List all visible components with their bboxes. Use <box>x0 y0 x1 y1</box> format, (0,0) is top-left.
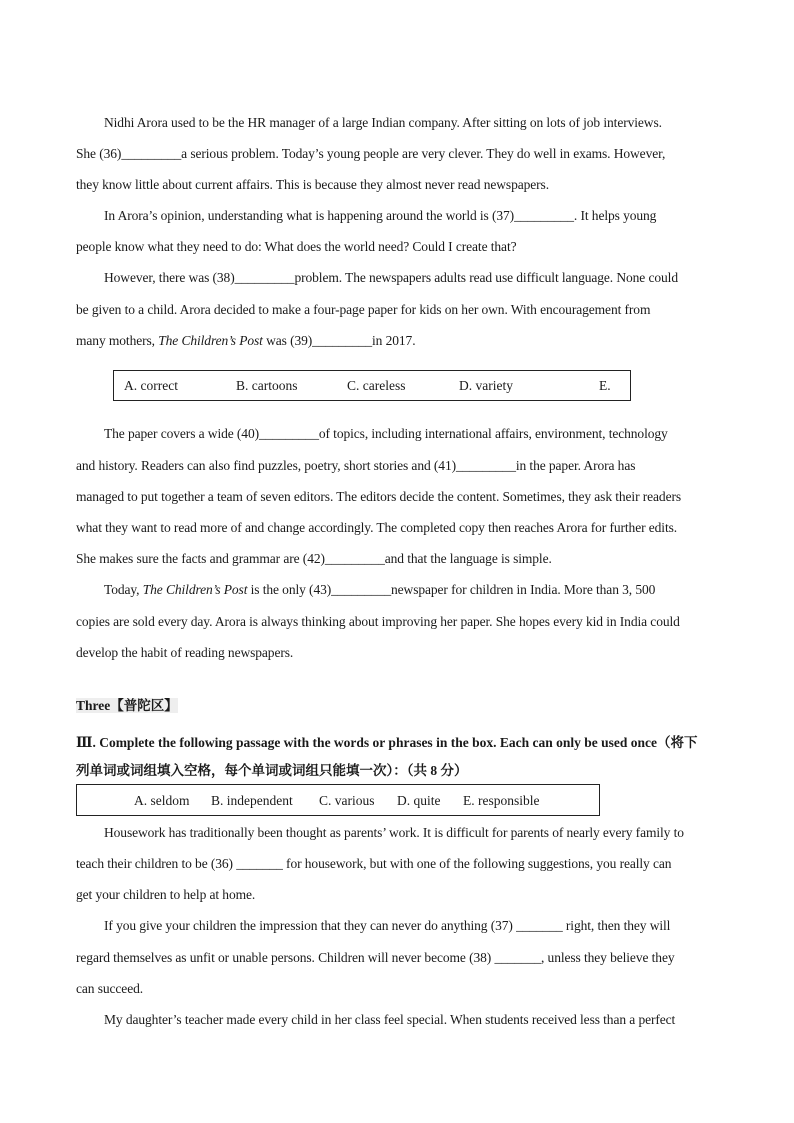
word-option: E. <box>599 378 611 393</box>
word-option: D. variety <box>459 378 513 393</box>
word-box <box>76 784 600 816</box>
text-line: However, there was (38)_________problem. The newspapers adults read use difficult language. None could <box>104 270 678 285</box>
text-line: She makes sure the facts and grammar are (42)_________and that the language is simple. <box>76 551 552 566</box>
text-line: regard themselves as unfit or unable persons. Children will never become (38) _______, unless they believe they <box>76 950 675 965</box>
section-instruction: 列单词或词组填入空格，每个单词或词组只能填一次）：（共 8 分） <box>76 763 468 778</box>
text-line: teach their children to be (36) _______ for housework, but with one of the following suggestions, you really can <box>76 856 672 871</box>
section-title-text: Three【普陀区】 <box>76 698 178 713</box>
text-line: Housework has traditionally been thought as parents’ work. It is difficult for parents of nearly every family to <box>104 825 684 840</box>
text-line: She (36)_________a serious problem. Today’s young people are very clever. They do well in exams. However, <box>76 146 666 161</box>
text-line <box>76 333 415 349</box>
text-segment: many mothers, <box>76 333 159 348</box>
text-line: The paper covers a wide (40)_________of topics, including international affairs, environment, technology <box>104 426 668 441</box>
text-line: In Arora’s opinion, understanding what is happening around the world is (37)_________. It helps young <box>104 208 657 223</box>
word-option: C. various <box>319 793 375 808</box>
word-option: A. seldom <box>134 793 190 808</box>
text-line: copies are sold every day. Arora is always thinking about improving her paper. She hopes every kid in India could <box>76 614 680 629</box>
text-line: managed to put together a team of seven editors. The editors decide the content. Sometimes, they ask their readers <box>76 489 682 504</box>
text-line: be given to a child. Arora decided to make a four-page paper for kids on her own. With encouragement from <box>76 302 651 317</box>
word-option: D. quite <box>397 793 441 808</box>
text-line: get your children to help at home. <box>76 887 256 902</box>
text-line: If you give your children the impression that they can never do anything (37) _______ right, then they will <box>104 918 671 933</box>
text-line: what they want to read more of and change accordingly. The completed copy then reaches Arora for further edits. <box>76 520 678 535</box>
text-segment: Today, <box>104 582 143 597</box>
section-title <box>76 694 178 714</box>
text-line: can succeed. <box>76 981 144 996</box>
text-line <box>104 582 655 598</box>
text-segment: was (39)_________in 2017. <box>262 333 416 348</box>
text-line: and history. Readers can also find puzzles, poetry, short stories and (41)_________in the paper. Arora has <box>76 458 636 473</box>
text-line: Nidhi Arora used to be the HR manager of a large Indian company. After sitting on lots of job interviews. <box>104 115 662 130</box>
word-option: A. correct <box>124 378 178 393</box>
text-line: people know what they need to do: What does the world need? Could I create that? <box>76 239 517 254</box>
text-segment: is the only (43)_________newspaper for children in India. More than 3, 500 <box>247 582 656 597</box>
word-option: B. cartoons <box>236 378 298 393</box>
newspaper-title: The Children’s Post <box>158 333 263 348</box>
word-option: E. responsible <box>463 793 540 808</box>
word-option: C. careless <box>347 378 406 393</box>
text-line: develop the habit of reading newspapers. <box>76 645 294 660</box>
text-line: they know little about current affairs. This is because they almost never read newspapers. <box>76 177 549 192</box>
word-box <box>113 370 631 401</box>
word-option: B. independent <box>211 793 293 808</box>
text-line: My daughter’s teacher made every child in her class feel special. When students received less than a perfect <box>104 1012 676 1027</box>
newspaper-title: The Children’s Post <box>142 582 248 597</box>
section-instruction: Ⅲ. Complete the following passage with the words or phrases in the box. Each can only be used once（将下 <box>76 735 698 750</box>
